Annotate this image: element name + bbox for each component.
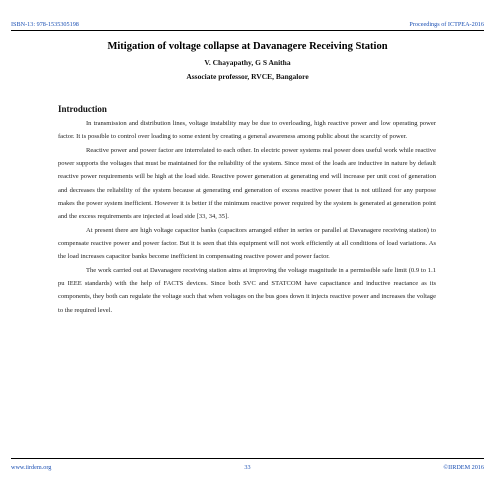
paragraph-4: The work carried out at Davanagere receiving station aims at improving the voltage magnitude in a permissible safe limit (0.9 to 1.1 pu IEEE standards) with the help of FACTS devices. Since both SVC and STATCOM have capacitance and inductive reactance as its components, they both can regulate the voltage such that when voltages on the bus goes down it injects reactive power and increases the voltage to the required level.: [58, 266, 436, 314]
isbn-label: ISBN-13: 978-1535305198: [11, 21, 79, 28]
paragraph-1: In transmission and distribution lines, voltage instability may be due to overloading, high reactive power and low operating power factor. It is possible to control over loading to some extent by creating a general awareness among public about the scarcity of power.: [58, 120, 436, 141]
introduction-heading: Introduction: [58, 104, 107, 114]
website-link[interactable]: www.iirdem.org: [11, 464, 52, 471]
page-number: 33: [244, 464, 251, 471]
footer-divider: [11, 458, 484, 459]
copyright-label: ©IIRDEM 2016: [443, 464, 484, 471]
author-affiliation: Associate professor, RVCE, Bangalore: [186, 72, 309, 81]
paper-authors: V. Chayapathy, G S Anitha: [204, 58, 291, 67]
introduction-body: [58, 117, 436, 317]
paragraph-2: Reactive power and power factor are interrelated to each other. In electric power systems real power does useful work while reactive power supports the voltages that must be maintained for the reliability of the system. Since most of the loads are inductive in nature by default reactive power requirements will be high at the load side. Reactive power generation at generating end will increase per unit cost of generation and decreases the reliability of the system because at generating end generation of excess reactive power that is not utilized for any purpose makes the power system inefficient. However it is better if the minimum reactive power required by the system is generated at generation point and the excess requirements are injected at load side [33, 34, 35].: [58, 146, 436, 221]
paragraph-3: At present there are high voltage capacitor banks (capacitors arranged either in series or parallel at Davanagere receiving station) to compensate reactive power and power factor. But it is seen that this equipment will not work efficiently at all conditions of load variations. As the load increases capacitor banks become inefficient in compensating reactive power and power factor.: [58, 226, 436, 261]
proceedings-label: Proceedings of ICTPEA-2016: [409, 21, 484, 28]
paper-title: Mitigation of voltage collapse at Davanagere Receiving Station: [107, 41, 388, 52]
header-divider: [11, 30, 484, 31]
